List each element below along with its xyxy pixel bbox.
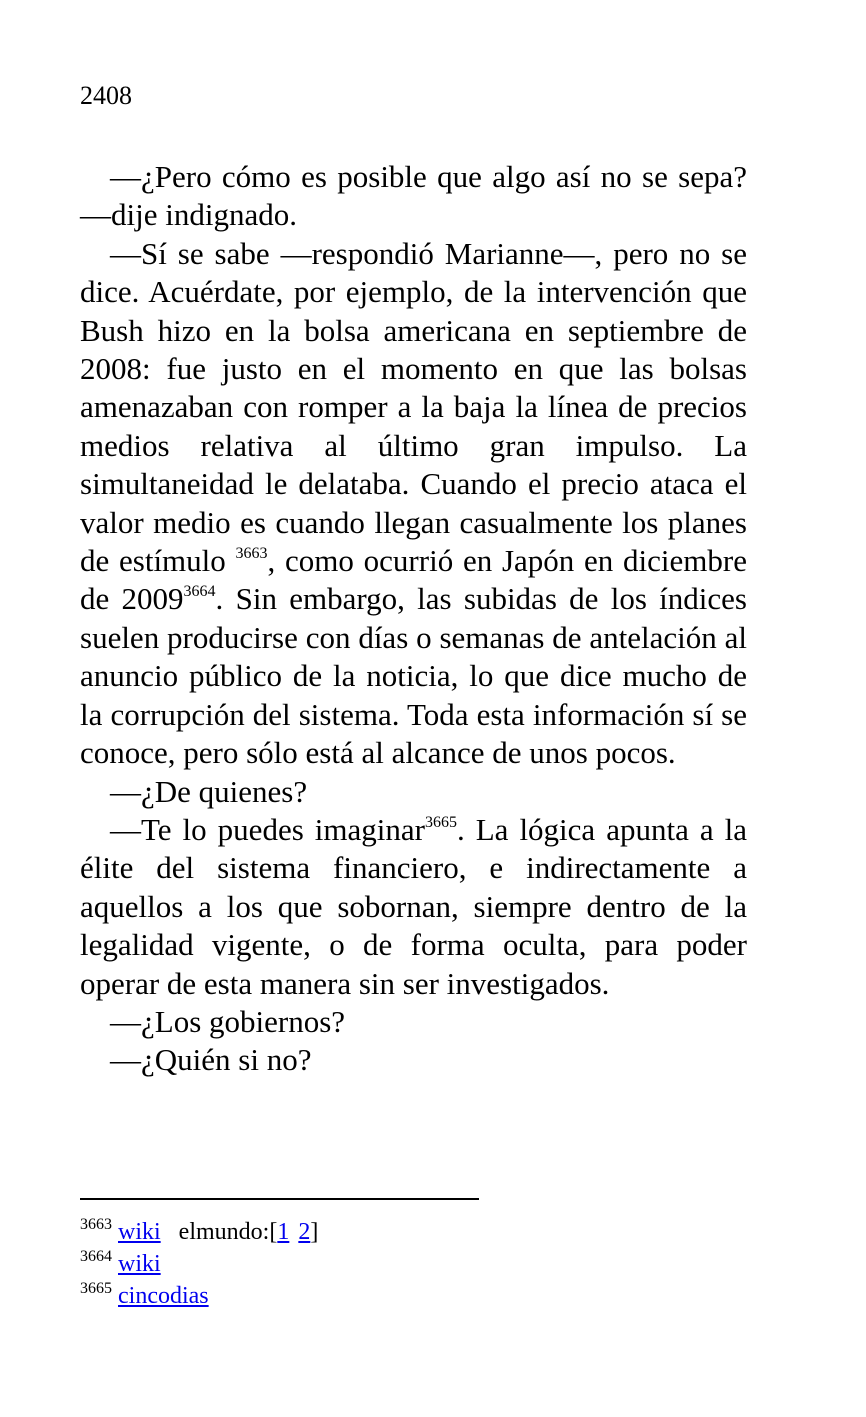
- footnote-link-2[interactable]: 2: [298, 1219, 311, 1245]
- footnote-link-wiki[interactable]: wiki: [118, 1219, 161, 1245]
- footnote-ref: 3664: [183, 583, 216, 601]
- footnote-link-wiki[interactable]: wiki: [118, 1251, 161, 1277]
- footnote-link-1[interactable]: 1: [277, 1219, 290, 1245]
- footnote-ref: 3663: [235, 545, 268, 563]
- footnote-number: 3663: [80, 1216, 112, 1233]
- footnote-label: elmundo:[: [178, 1219, 278, 1245]
- footnote-number: 3665: [80, 1280, 112, 1297]
- paragraph: —Te lo puedes imaginar$^{3665}$. La lógica apunta a la élite del sistema financiero, e indirectamente a aquellos a los que sobornan, siempre dentro de la legalidad vigente, o de forma oculta, para poder operar de esta manera sin ser investigados.: [80, 811, 748, 1001]
- paragraph: —¿De quienes?: [110, 773, 308, 809]
- footnotes: [80, 1216, 318, 1312]
- body-text: [80, 158, 747, 1080]
- paragraph: —Sí se sabe —respondió Marianne—, pero no se dice. Acuérdate, por ejemplo, de la intervención que Bush hizo en la bolsa americana en septiembre de 2008: fue justo en el momento en que las bolsas amenazaban con romper a la baja la línea de precios medios relativa al último gran impulso. La simultaneidad le delataba. Cuando el precio ataca el valor medio es cuando llegan casualmente los planes de estímulo $^{3663}$, como ocurrió en Japón en diciembre de $2009^{3664}$. Sin embargo, las subidas de los índices suelen producirse con días o semanas de antelación al anuncio público de la noticia, lo que dice mucho de la corrupción del sistema. Toda esta información sí se conoce, pero sólo está al alcance de unos pocos.: [80, 235, 747, 771]
- page-number: 2408: [80, 81, 132, 110]
- paragraph: —¿Los gobiernos?: [110, 1003, 346, 1039]
- footnote-divider: [80, 1198, 479, 1200]
- footnote: [80, 1280, 318, 1312]
- footnote-link-cincodias[interactable]: cincodias: [118, 1283, 209, 1309]
- footnote-number: 3664: [80, 1248, 112, 1265]
- footnote: [80, 1248, 318, 1280]
- footnote-ref: 3665: [424, 813, 457, 831]
- footnote: $^{3663}$ wiki elmundo:[1 2]: [80, 1216, 319, 1245]
- paragraph: —¿Quién si no?: [110, 1042, 312, 1078]
- paragraph: —¿Pero cómo es posible que algo así no se sepa? —dije indignado.: [80, 159, 747, 233]
